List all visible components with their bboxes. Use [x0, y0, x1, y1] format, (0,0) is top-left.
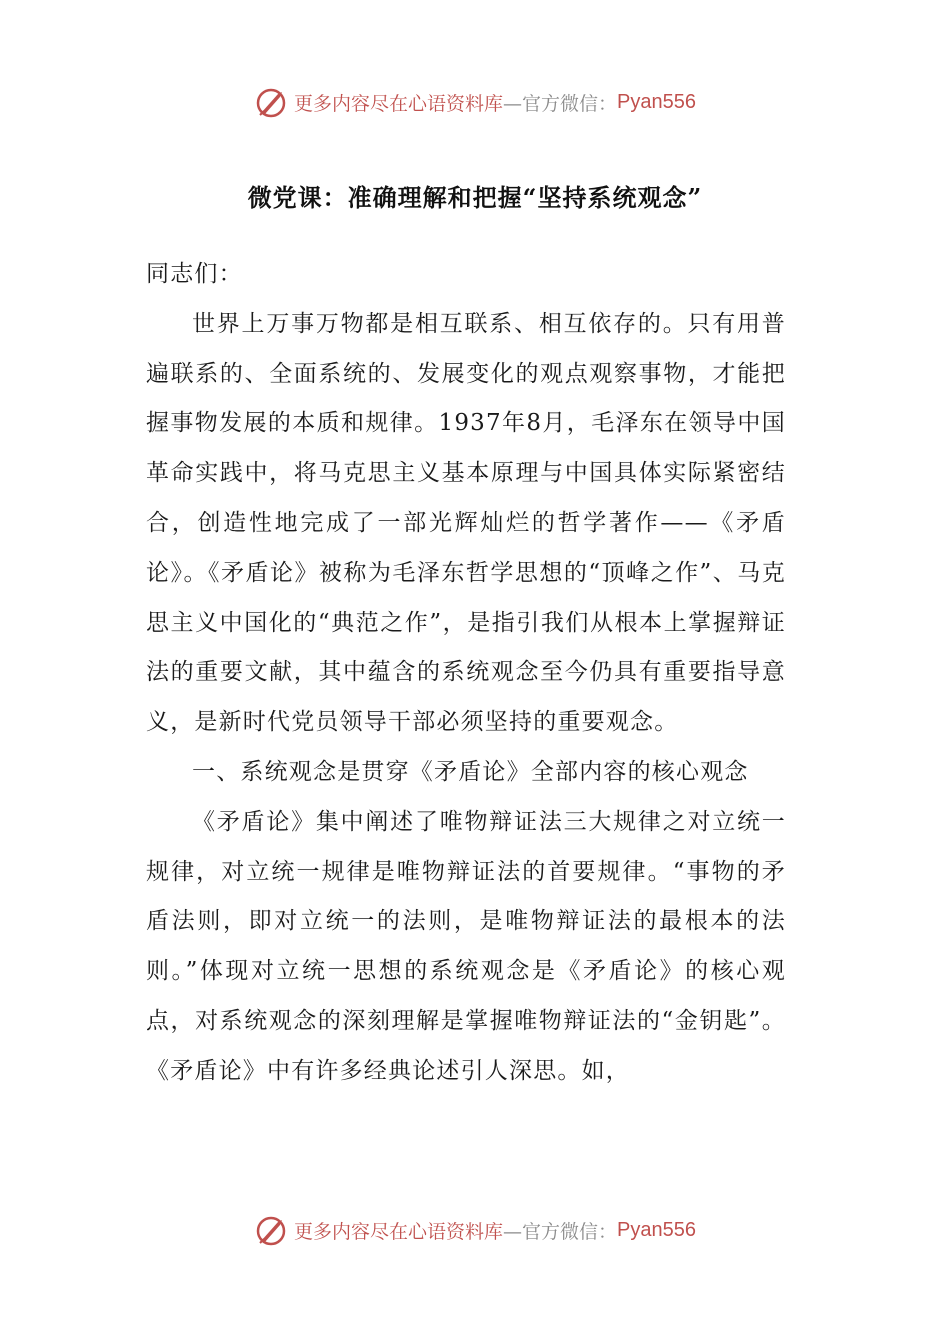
salutation: 同志们：	[146, 261, 243, 287]
section-heading: 一、系统观念是贯穿《矛盾论》全部内容的核心观念	[192, 758, 749, 785]
watermark-text-label: —官方微信：	[503, 92, 618, 115]
watermark-text-main: 更多内容尽在心语资料库	[294, 1220, 504, 1243]
footer-watermark	[0, 1212, 950, 1248]
document-body	[146, 250, 786, 1097]
watermark-text-label: —官方微信：	[503, 1220, 618, 1243]
pen-circle-logo-icon	[254, 1212, 290, 1248]
header-watermark	[0, 84, 950, 120]
document-title: 微党课：准确理解和把握“坚持系统观念”	[247, 183, 703, 212]
watermark-wechat-id: Pyan556	[617, 90, 696, 113]
watermark-wechat-id: Pyan556	[617, 1218, 696, 1241]
watermark-text-main: 更多内容尽在心语资料库	[294, 92, 504, 115]
paragraph: 世界上万事万物都是相互联系、相互依存的。只有用普遍联系的、全面系统的、发展变化的观点观察事物，才能把握事物发展的本质和规律。1937年8月，毛泽东在领导中国革命实践中，将马克思主义基本原理与中国具体实际紧密结合，创造性地完成了一部光辉灿烂的哲学著作——《矛盾论》。《矛盾论》被称为毛泽东哲学思想的“顶峰之作”、马克思主义中国化的“典范之作”，是指引我们从根本上掌握辩证法的重要文献，其中蕴含的系统观念至今仍具有重要指导意义，是新时代党员领导干部必须坚持的重要观念。	[146, 310, 786, 736]
paragraph: 《矛盾论》集中阐述了唯物辩证法三大规律之对立统一规律，对立统一规律是唯物辩证法的首要规律。“事物的矛盾法则，即对立统一的法则，是唯物辩证法的最根本的法则。”体现对立统一思想的系统观念是《矛盾论》的核心观点，对系统观念的深刻理解是掌握唯物辩证法的“金钥匙”。《矛盾论》中有许多经典论述引人深思。如，	[146, 808, 786, 1084]
pen-circle-logo-icon	[254, 84, 290, 120]
